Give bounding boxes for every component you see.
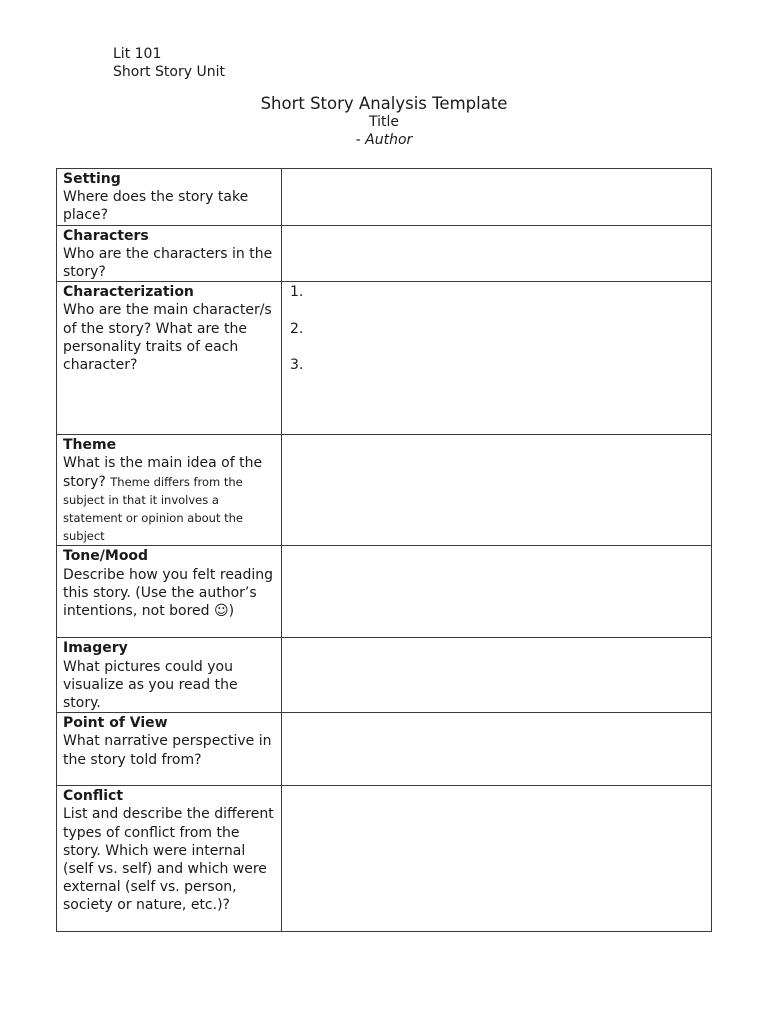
characterization-answer-cell[interactable] — [282, 282, 712, 435]
row-point-of-view — [57, 713, 712, 786]
tone-answer-cell[interactable] — [282, 546, 712, 638]
row-conflict — [57, 786, 712, 932]
conflict-prompt: List and describe the different types of conflict from the story. Which were internal (self vs. self) and which were external (self vs. person, society or nature, etc.)? — [63, 806, 274, 914]
row-characters — [57, 225, 712, 282]
row-tone-mood — [57, 546, 712, 638]
imagery-question-cell — [57, 638, 282, 713]
characters-answer-cell[interactable] — [282, 225, 712, 282]
characters-prompt: Who are the characters in the story? — [63, 245, 273, 281]
characters-label: Characters — [63, 227, 149, 244]
conflict-question-cell — [57, 786, 282, 932]
row-imagery — [57, 638, 712, 713]
setting-question-cell — [57, 169, 282, 226]
story-author-placeholder: - Author — [355, 132, 413, 148]
theme-label: Theme — [63, 437, 117, 454]
story-title-placeholder: Title — [368, 114, 399, 130]
list-item: 3. — [290, 357, 304, 373]
row-setting — [57, 169, 712, 226]
imagery-answer-cell[interactable] — [282, 638, 712, 713]
characterization-label: Characterization — [63, 284, 194, 301]
pov-answer-cell[interactable] — [282, 713, 712, 786]
course-name: Lit 101 — [113, 46, 162, 62]
tone-question-cell — [57, 546, 282, 638]
characterization-prompt: Who are the main character/s of the story? What are the personality traits of each character? — [63, 302, 272, 374]
row-theme — [57, 435, 712, 546]
theme-question-cell — [57, 435, 282, 546]
setting-prompt: Where does the story take place? — [63, 189, 249, 224]
setting-answer-cell[interactable] — [282, 169, 712, 226]
imagery-prompt: What pictures could you visualize as you read the story. — [63, 658, 238, 712]
list-item: 1. — [290, 284, 304, 301]
theme-answer-cell[interactable] — [282, 435, 712, 546]
pov-label: Point of View — [63, 715, 168, 732]
pov-question-cell — [57, 713, 282, 786]
conflict-answer-cell[interactable] — [282, 786, 712, 932]
theme-note: Theme differs from the subject in that it involves a statement or opinion about the subject — [63, 474, 243, 544]
row-characterization — [57, 282, 712, 435]
characters-question-cell — [57, 225, 282, 282]
list-item: 2. — [290, 320, 304, 337]
analysis-table — [56, 168, 712, 932]
characterization-question-cell — [57, 282, 282, 435]
course-header — [113, 45, 225, 81]
conflict-label: Conflict — [63, 788, 124, 805]
imagery-label: Imagery — [63, 640, 128, 657]
setting-label: Setting — [63, 171, 121, 187]
theme-prompt: What is the main idea of the story? — [63, 455, 263, 490]
pov-prompt: What narrative perspective in the story told from? — [63, 733, 272, 768]
tone-prompt: Describe how you felt reading this story. (Use the author’s intentions, not bored ☺) — [63, 566, 274, 620]
tone-label: Tone/Mood — [63, 548, 149, 565]
unit-name: Short Story Unit — [113, 64, 225, 80]
document-title: Short Story Analysis Template — [260, 94, 508, 113]
